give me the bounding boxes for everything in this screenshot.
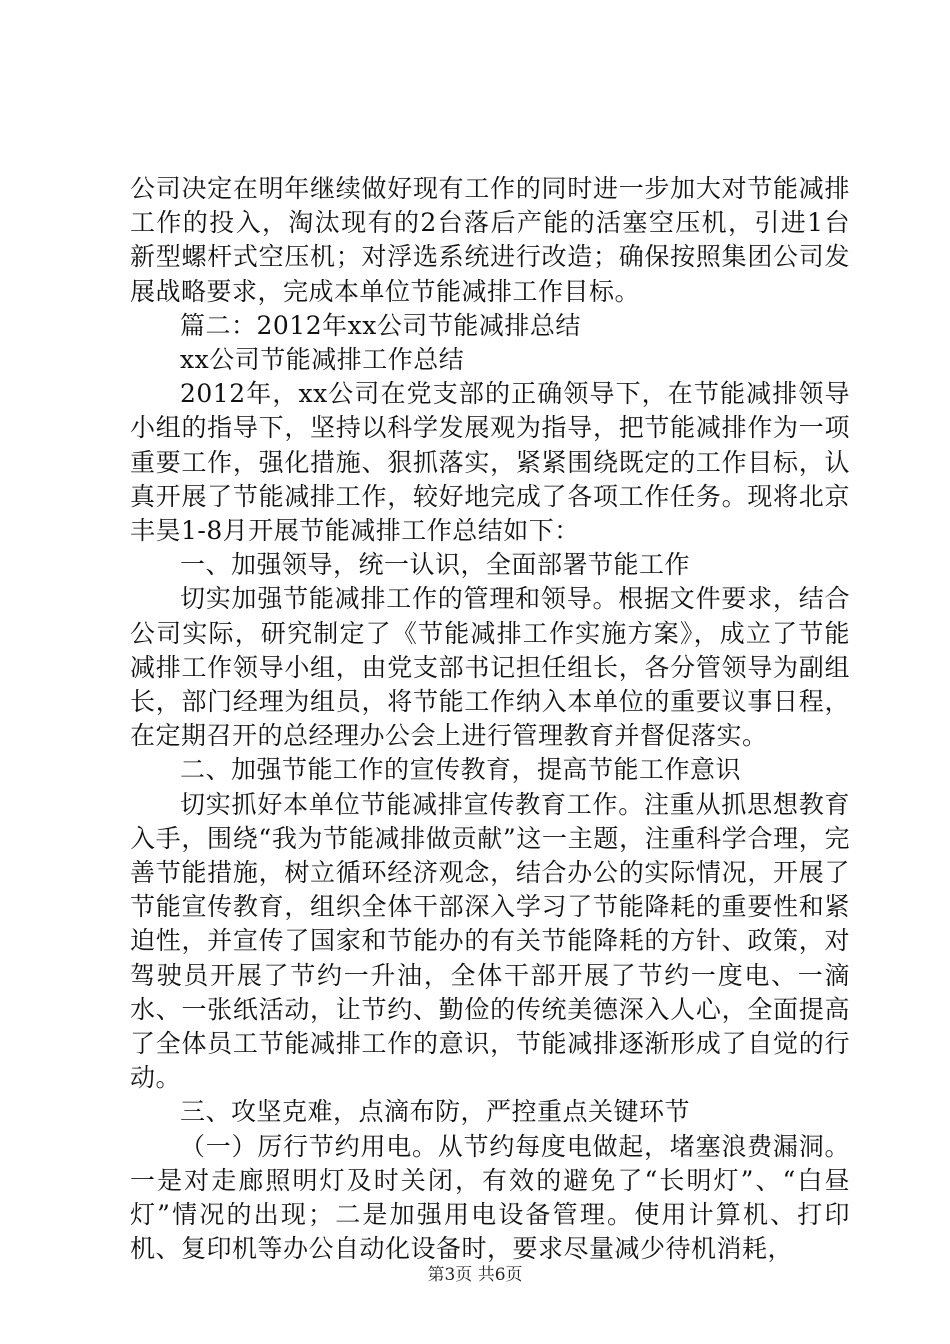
page-number-footer: 第3页 共6页	[427, 1265, 523, 1285]
heading-three: 三、攻坚克难，点滴布防，严控重点关键环节	[180, 1097, 691, 1127]
paragraph-continuation: 公司决定在明年继续做好现有工作的同时进一步加大对节能减排工作的投入，淘汰现有的2台落后产能的活塞空压机，引进1台新型螺杆式空压机；对浮选系统进行改造；确保按照集团公司发展战略要求，完成本单位节能减排工作目标。	[130, 174, 850, 306]
document-body	[130, 172, 850, 1267]
paragraph-electricity: （一）厉行节约用电。从节约每度电做起，堵塞浪费漏洞。一是对走廊照明灯及时关闭，有效的避免了“长明灯”、“白昼灯”情况的出现；二是加强用电设备管理。使用计算机、打印机、复印机等办公自动化设备时，要求尽量减少待机消耗，	[130, 1131, 850, 1264]
paragraph-leadership: 切实加强节能减排工作的管理和领导。根据文件要求，结合公司实际，研究制定了《节能减排工作实施方案》，成立了节能减排工作领导小组，由党支部书记担任组长，各分管领导为副组长，部门经理为组员，将节能工作纳入本单位的重要议事日程，在定期召开的总经理办公会上进行管理教育并督促落实。	[130, 584, 850, 751]
heading-two: 二、加强节能工作的宣传教育，提高节能工作意识	[180, 755, 742, 785]
section-title-part-two: 篇二：2012年xx公司节能减排总结	[180, 310, 581, 340]
document-title: xx公司节能减排工作总结	[180, 345, 465, 375]
paragraph-intro: 2012年，xx公司在党支部的正确领导下，在节能减排领导小组的指导下，坚持以科学发展观为指导，把节能减排作为一项重要工作，强化措施、狠抓落实，紧紧围绕既定的工作目标，认真开展了节能减排工作，较好地完成了各项工作任务。现将北京丰昊1-8月开展节能减排工作总结如下：	[130, 379, 850, 546]
paragraph-education: 切实抓好本单位节能减排宣传教育工作。注重从抓思想教育入手，围绕“我为节能减排做贡献”这一主题，注重科学合理，完善节能措施，树立循环经济观念，结合办公的实际情况，开展了节能宣传教育，组织全体干部深入学习了节能降耗的重要性和紧迫性，并宣传了国家和节能办的有关节能降耗的方针、政策，对驾驶员开展了节约一升油，全体干部开展了节约一度电、一滴水、一张纸活动，让节约、勤俭的传统美德深入人心，全面提高了全体员工节能减排工作的意识，节能减排逐渐形成了自觉的行动。	[130, 789, 850, 1093]
heading-one: 一、加强领导，统一认识，全面部署节能工作	[180, 550, 691, 580]
